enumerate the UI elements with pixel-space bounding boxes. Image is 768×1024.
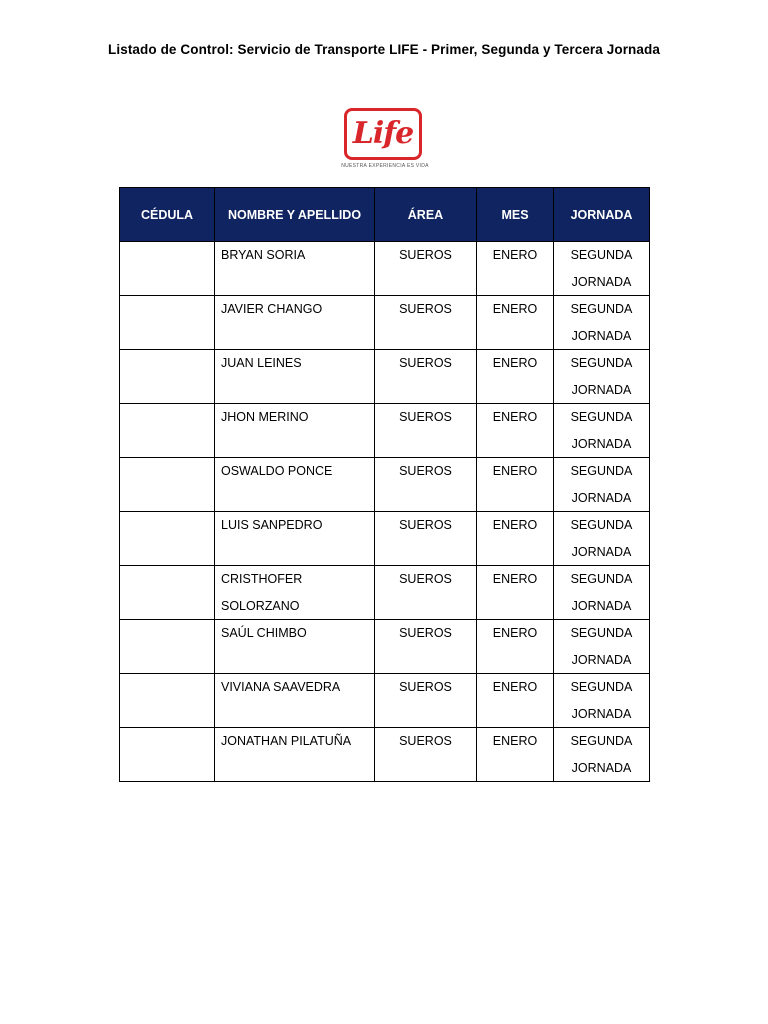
- cedula-cell: [120, 296, 215, 350]
- month-cell: ENERO: [477, 512, 554, 566]
- month-cell: ENERO: [477, 674, 554, 728]
- name-cell: CRISTHOFER SOLORZANO: [215, 566, 375, 620]
- shift-cell: SEGUNDA JORNADA: [554, 566, 650, 620]
- table-row: [120, 296, 650, 350]
- header-mes: MES: [477, 188, 554, 242]
- area-cell: SUEROS: [375, 566, 477, 620]
- area-cell: SUEROS: [375, 242, 477, 296]
- month-cell: ENERO: [477, 620, 554, 674]
- name-cell: LUIS SANPEDRO: [215, 512, 375, 566]
- table-row: [120, 350, 650, 404]
- month-cell: ENERO: [477, 404, 554, 458]
- header-area: ÁREA: [375, 188, 477, 242]
- table-row: [120, 404, 650, 458]
- cedula-cell: [120, 674, 215, 728]
- table-row: [120, 512, 650, 566]
- name-cell: OSWALDO PONCE: [215, 458, 375, 512]
- name-cell: JHON MERINO: [215, 404, 375, 458]
- document-title: Listado de Control: Servicio de Transporte LIFE - Primer, Segunda y Tercera Jornada: [108, 42, 660, 57]
- table-row: [120, 620, 650, 674]
- table-header-row: [120, 188, 650, 242]
- area-cell: SUEROS: [375, 620, 477, 674]
- area-cell: SUEROS: [375, 458, 477, 512]
- month-cell: ENERO: [477, 458, 554, 512]
- table-row: [120, 566, 650, 620]
- table-row: [120, 728, 650, 782]
- shift-cell: SEGUNDA JORNADA: [554, 350, 650, 404]
- table-row: [120, 674, 650, 728]
- month-cell: ENERO: [477, 728, 554, 782]
- cedula-cell: [120, 404, 215, 458]
- area-cell: SUEROS: [375, 350, 477, 404]
- area-cell: SUEROS: [375, 674, 477, 728]
- month-cell: ENERO: [477, 566, 554, 620]
- shift-cell: SEGUNDA JORNADA: [554, 458, 650, 512]
- area-cell: SUEROS: [375, 296, 477, 350]
- shift-cell: SEGUNDA JORNADA: [554, 512, 650, 566]
- cedula-cell: [120, 350, 215, 404]
- table-row: [120, 242, 650, 296]
- cedula-cell: [120, 458, 215, 512]
- area-cell: SUEROS: [375, 512, 477, 566]
- shift-cell: SEGUNDA JORNADA: [554, 674, 650, 728]
- month-cell: ENERO: [477, 350, 554, 404]
- shift-cell: SEGUNDA JORNADA: [554, 620, 650, 674]
- header-nombre: NOMBRE Y APELLIDO: [215, 188, 375, 242]
- month-cell: ENERO: [477, 296, 554, 350]
- header-jornada: JORNADA: [554, 188, 650, 242]
- shift-cell: SEGUNDA JORNADA: [554, 242, 650, 296]
- control-table: [119, 187, 650, 782]
- name-cell: JAVIER CHANGO: [215, 296, 375, 350]
- name-cell: BRYAN SORIA: [215, 242, 375, 296]
- shift-cell: SEGUNDA JORNADA: [554, 728, 650, 782]
- month-cell: ENERO: [477, 242, 554, 296]
- shift-cell: SEGUNDA JORNADA: [554, 296, 650, 350]
- name-cell: SAÚL CHIMBO: [215, 620, 375, 674]
- logo-frame: [344, 108, 422, 160]
- cedula-cell: [120, 620, 215, 674]
- logo-wordmark: Life: [352, 116, 414, 151]
- shift-cell: SEGUNDA JORNADA: [554, 404, 650, 458]
- life-logo: [340, 105, 430, 175]
- name-cell: VIVIANA SAAVEDRA: [215, 674, 375, 728]
- cedula-cell: [120, 242, 215, 296]
- logo-tagline: NUESTRA EXPERIENCIA ES VIDA: [341, 163, 429, 169]
- header-cedula: CÉDULA: [120, 188, 215, 242]
- cedula-cell: [120, 512, 215, 566]
- table-row: [120, 458, 650, 512]
- area-cell: SUEROS: [375, 404, 477, 458]
- name-cell: JONATHAN PILATUÑA: [215, 728, 375, 782]
- name-cell: JUAN LEINES: [215, 350, 375, 404]
- cedula-cell: [120, 728, 215, 782]
- cedula-cell: [120, 566, 215, 620]
- area-cell: SUEROS: [375, 728, 477, 782]
